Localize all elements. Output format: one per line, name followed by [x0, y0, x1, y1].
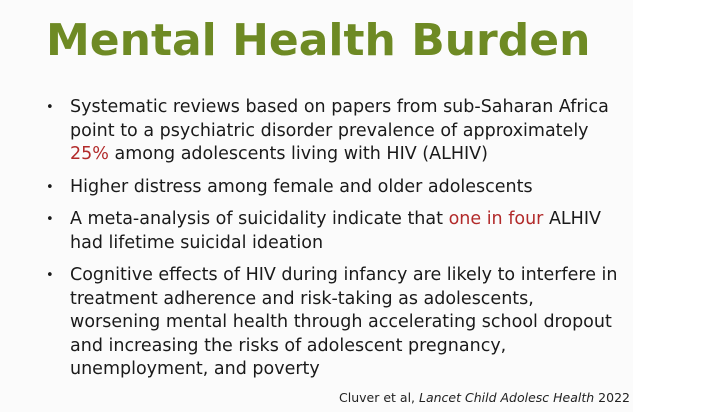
- bullet-text: among adolescents living with HIV (ALHIV): [108, 144, 488, 164]
- bullet-item-cognitive: [42, 264, 622, 382]
- citation-journal: Lancet Child Adolesc Health: [419, 390, 595, 405]
- bullet-text: Cognitive effects of HIV during infancy are likely to interfere in treatment adherence and risk-taking as adolescents, worsening mental health through accelerating school dropout and increasing the risks of adolescent pregnancy, unemployment, and poverty: [70, 265, 618, 379]
- highlight-prevalence: 25%: [70, 144, 109, 164]
- slide-title: Mental Health Burden: [46, 15, 591, 66]
- highlight-one-in-four: one in four: [448, 209, 544, 229]
- bullet-dot-icon: •: [46, 179, 54, 195]
- bullet-item-suicidality: [42, 208, 622, 255]
- bullet-item-prevalence: [42, 96, 622, 167]
- bullet-text: Systematic reviews based on papers from sub-Saharan Africa point to a psychiatric disorder prevalence of approximately: [70, 97, 609, 141]
- bullet-list: [42, 96, 622, 391]
- bullet-item-distress: [42, 176, 622, 200]
- bullet-dot-icon: •: [46, 268, 54, 283]
- citation: [339, 390, 630, 405]
- bullet-text: ALHIV had lifetime suicidal ideation: [70, 209, 601, 253]
- bullet-dot-icon: •: [46, 100, 54, 115]
- bullet-text: A meta-analysis of suicidality indicate that: [70, 209, 449, 229]
- bullet-dot-icon: •: [46, 212, 54, 227]
- citation-year: 2022: [594, 390, 630, 405]
- bullet-text: Higher distress among female and older adolescents: [70, 176, 533, 197]
- citation-authors: Cluver et al,: [339, 390, 419, 405]
